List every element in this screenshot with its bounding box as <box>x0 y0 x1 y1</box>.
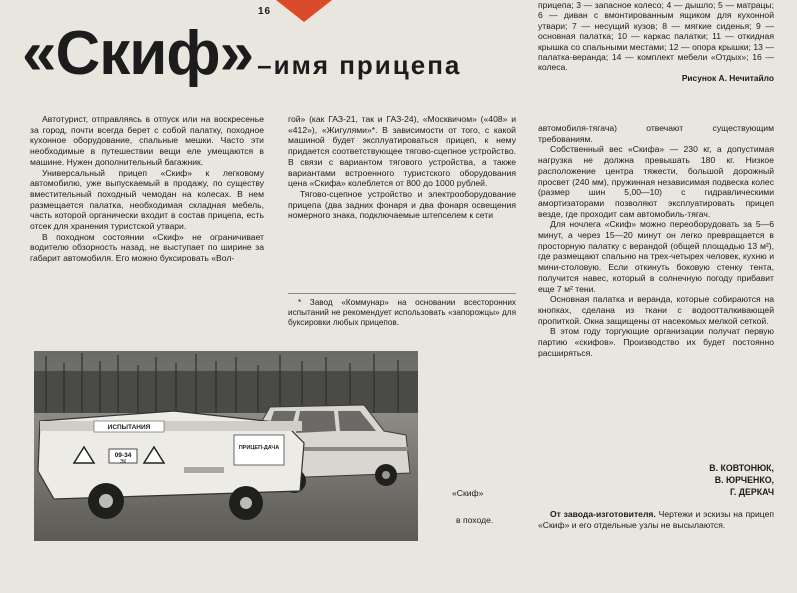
factory-note-text: Чертежи и эскизы на прицеп «Скиф» и его отдельные узлы не высылаются. <box>538 509 774 530</box>
figure-legend <box>538 0 774 83</box>
title-main: «Скиф» <box>22 19 254 88</box>
paragraph: Собственный вес «Скифа» — 230 кг, а допустимая нагрузка не должна превышать 180 кг. Низкое расположение центра тяжести, большой дорожный просвет (240 мм), пружинная независимая подвеска колес (размер шин 5,00—10) с гидравлическими амортизаторами позволяют эксплуатировать прицеп везде, где проходит сам автомобиль-тягач. <box>538 144 774 219</box>
column-1 <box>30 114 264 264</box>
factory-note-paragraph <box>538 509 774 530</box>
paragraph: В этом году торгующие организации получат первую партию «скифов». Производство их будет постоянно расширяться. <box>538 326 774 358</box>
trailer-photo <box>34 351 418 541</box>
paragraph: Для ночлега «Скиф» можно переоборудовать за 5—6 минут, а через 15—20 минут он легко превращается в просторную палатку с верандой (общей площадью 13 м²), где размещают спальню на трех-четырех человек, кухню и мини-столовую. Если откинуть боковую стенку тента, получится навес, который в солнечную погоду прибавит еще 7 м² тени. <box>538 219 774 294</box>
factory-note <box>538 509 774 530</box>
paragraph: гой» (как ГАЗ-21, так и ГАЗ-24), «Москвичом» («408» и «412»), «Жигулями»*. В зависимости от того, с какой машиной будет эксплуатироваться прицеп, к нему придается соответствующее тягово-сцепное устройство. В связи с вариантом тягового устройства, а также вариантами встроенного туристского оборудования цена «Скифа» колеблется от 800 до 1000 рублей. <box>288 114 516 189</box>
license-plate: 09-34 <box>114 452 132 459</box>
column-2 <box>288 114 516 221</box>
column-3 <box>538 123 774 358</box>
trailer-sign: ПРИЦЕП-ДАЧА <box>238 445 280 451</box>
page-number: 16 <box>258 6 272 17</box>
figure-credit: Рисунок А. Нечитайло <box>681 72 774 83</box>
paragraph: Тягово-сцепное устройство и электрооборудование прицепа (два задних фонаря и два фонаря освещения номерного знака, подключаемые штепселем к сети <box>288 188 516 221</box>
paragraph: Основная палатка и веранда, которые собираются на кнопках, сделана из ткани с водоотталкивающей пропиткой. Окна защищены от насекомых мелкой сеткой. <box>538 294 774 326</box>
photo-illustration <box>34 351 418 541</box>
photo-caption-line2: в походе. <box>456 515 494 525</box>
paragraph: Универсальный прицеп «Скиф» к легковому автомобилю, уже выпускаемый в продажу, по существу вместительный походный чемодан на колесах. В нем размещается палатка, необходимая складная мебель, часть которой органически входит в состав прицепа, есть отсек для хранения туристской утвари. <box>30 167 264 232</box>
author-name: В. ЮРЧЕНКО, <box>714 475 774 485</box>
footnote <box>288 293 516 328</box>
figure-legend-text: прицепа; 3 — запасное колесо; 4 — дышло; 5 — матрацы; 6 — диван с вмонтированным ящиком для кухонной утвари; 7 — несущий кузов; 8 — мягкие сиденья; 9 — основная палатка; 10 — каркас палатки; 11 — откидная крышка со спальными местами; 12 — опора крышки; 13 — палатка-веранда; 14 — комплект мебели «Отдых»; 16 — колеса. <box>538 0 774 73</box>
photo-caption-line1: «Скиф» <box>452 488 484 498</box>
article-title <box>22 18 461 90</box>
author-name: В. КОВТОНЮК, <box>709 463 774 473</box>
author-name: Г. ДЕРКАЧ <box>729 487 774 497</box>
paragraph: автомобиля-тягача) отвечают существующим требованиям. <box>538 123 774 144</box>
paragraph: В походном состоянии «Скиф» не ограничивает водителю обзорность назад, не выступает по ширине за габарит автомобиля. Его можно буксировать «Вол- <box>30 231 264 264</box>
license-plate-sub: ЭК <box>119 459 127 465</box>
title-sub: –имя прицепа <box>257 50 462 80</box>
factory-note-label: От завода-изготовителя. <box>550 509 656 519</box>
trailer-label: ИСПЫТАНИЯ <box>107 424 151 431</box>
footnote-text: * Завод «Коммунар» на основании всесторонних испытаний не рекомендует использовать «запорожцы» для буксировки любых прицепов. <box>288 298 516 327</box>
paragraph: Автотурист, отправляясь в отпуск или на воскресенье за город, почти всегда берет с собой палатку, походное кухонное оборудование, спальные мешки. Часто эти необходимые в путешествии вещи еле умещаются в машине. Нужен дополнительный багажник. <box>30 114 264 167</box>
authors-signature <box>640 462 774 498</box>
